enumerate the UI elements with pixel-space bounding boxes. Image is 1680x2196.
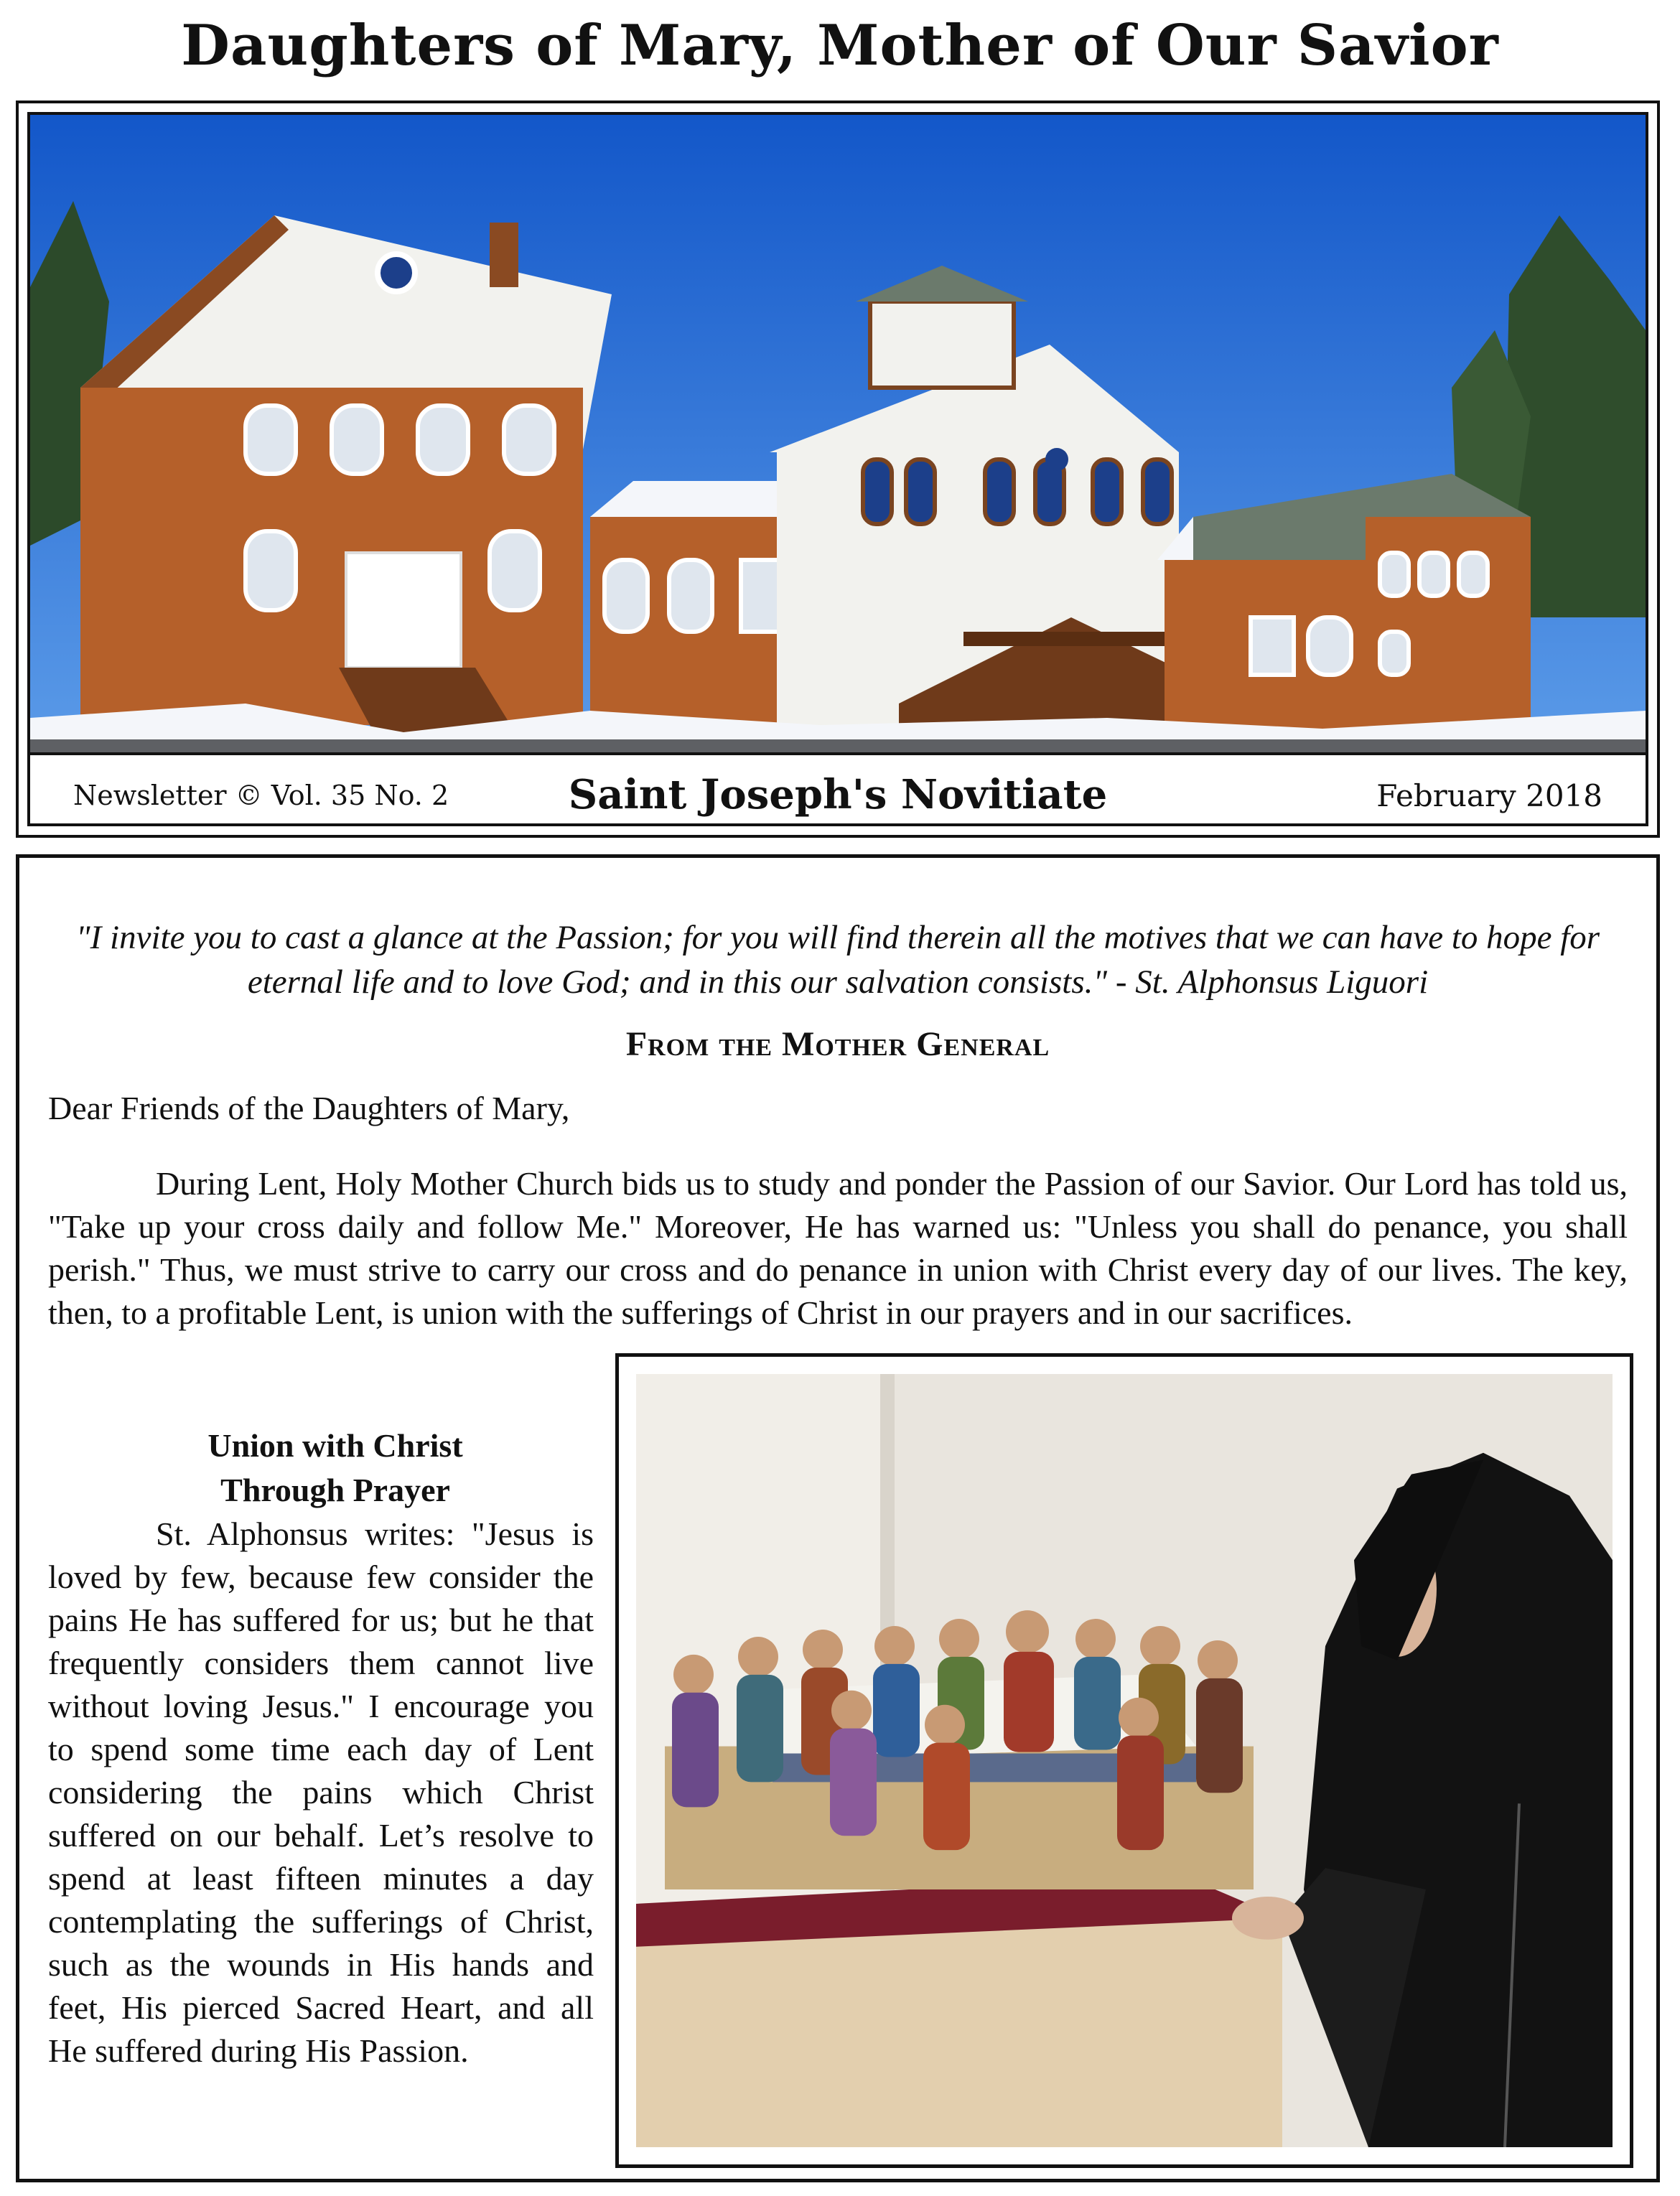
photo-building: [30, 115, 1646, 752]
masthead-title: Daughters of Mary, Mother of Our Savior: [181, 13, 1499, 78]
issue-number: Newsletter © Vol. 35 No. 2: [73, 780, 449, 811]
opening-quote: "I invite you to cast a glance at the Passion; for you will find therein all the motives that we can have to hope for eternal life and to love God; and in this our salvation consists." - St. Alphonsus Liguori: [75, 919, 1600, 1001]
header-frame: [16, 101, 1660, 838]
issue-bar: [30, 752, 1646, 823]
feature-photo-frame: [615, 1353, 1633, 2168]
article-frame: [16, 854, 1660, 2182]
left-column: [48, 1424, 594, 2073]
intro-paragraph: During Lent, Holy Mother Church bids us to study and ponder the Passion of our Savior. Our Lord has told us, "Take up your cross daily and follow Me." Moreover, He has warned us: "Unless you shall do penance, you shall perish." Thus, we must strive to carry our cross and do penance in union with Christ every day of our lives. The key, then, to a profitable Lent, is union with the sufferings of Christ in our prayers and in our sacrifices.: [48, 1165, 1628, 1331]
header-inner-frame: [27, 112, 1648, 826]
salutation: Dear Friends of the Daughters of Mary,: [48, 1090, 570, 1126]
subsection-title-line-1: Union with Christ: [207, 1427, 463, 1464]
photo-sister-last-supper: [636, 1374, 1613, 2147]
location-title: Saint Joseph's Novitiate: [568, 771, 1108, 818]
subsection-title-line-2: Through Prayer: [220, 1472, 450, 1508]
subsection-body: St. Alphonsus writes: "Jesus is loved by few, because few consider the pains He has suffered for us; but he that frequently considers them cannot live without loving Jesus." I encourage you to spend some time each day of Lent considering the pains which Christ suffered on our behalf. Let’s resolve to spend at least fifteen minutes a day contemplating the sufferings of Christ, such as the wounds in His hands and feet, His pierced Sacred Heart, and all He suffered during His Passion.: [48, 1515, 594, 2069]
section-title: From the Mother General: [625, 1025, 1050, 1063]
issue-date: February 2018: [1376, 778, 1602, 813]
